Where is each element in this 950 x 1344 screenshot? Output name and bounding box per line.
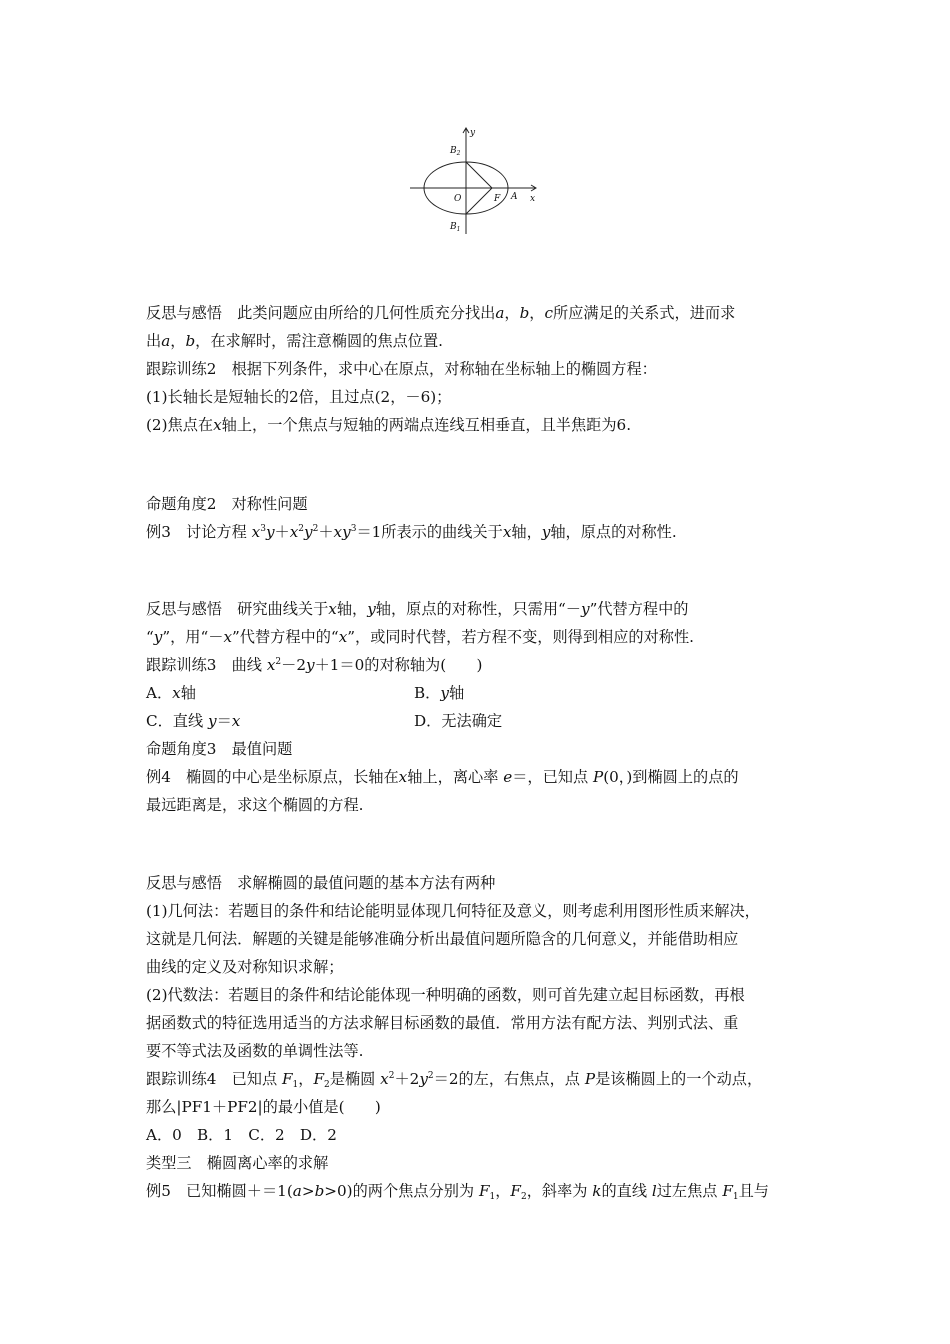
ellipse-figure (408, 124, 544, 236)
example-5-line-1: 例5 已知椭圆＋＝1(a>b>0)的两个焦点分别为 $F_1$，$F_2$，斜率为 k的直线 l过左焦点 $F_1$且与 (146, 1182, 769, 1202)
reflection-3-line-1: (1)几何法：若题目的条件和结论能明显体现几何特征及意义，则考虑利用图形性质来解决， (146, 902, 760, 920)
reflection-3-line-4: (2)代数法：若题目的条件和结论能体现一种明确的函数，则可首先建立起目标函数，再根 (146, 986, 745, 1004)
reflection-1-line-2: 出a，b，在求解时，需注意椭圆的焦点位置. (146, 332, 443, 350)
reflection-3-line-5: 据函数式的特征选用适当的方法求解目标函数的最值．常用方法有配方法、判别式法、重 (146, 1014, 739, 1032)
label-a: A (511, 192, 518, 202)
practice-2-item-2: (2)焦点在x轴上，一个焦点与短轴的两端点连线互相垂直，且半焦距为6. (146, 416, 632, 434)
angle-3-heading: 命题角度3 最值问题 (146, 740, 293, 758)
label-f: F (494, 194, 501, 204)
reflection-3-line-3: 曲线的定义及对称知识求解； (146, 958, 344, 976)
practice-3-option-d: D．无法确定 (414, 712, 503, 730)
practice-4-line-2: 那么|PF1＋PF2|的最小值是( ) (146, 1098, 381, 1116)
example-3: 例3 讨论方程 $x^3y+x^2y^2+xy^3=1$所表示的曲线关于x轴，y轴，原点的对称性. (146, 523, 677, 541)
reflection-2-line-1: 反思与感悟 研究曲线关于x轴，y轴，原点的对称性，只需用“－y”代替方程中的 (146, 600, 689, 618)
practice-3-option-b: B．y轴 (414, 684, 465, 702)
label-o: O (454, 194, 462, 204)
practice-2-item-1: (1)长轴长是短轴长的2倍，且过点(2，－6)； (146, 388, 452, 406)
practice-2-title: 跟踪训练2 根据下列条件，求中心在原点，对称轴在坐标轴上的椭圆方程： (146, 360, 657, 378)
example-4-line-1: 例4 椭圆的中心是坐标原点，长轴在x轴上，离心率 e＝，已知点 P(0，)到椭圆上的点的 (146, 768, 739, 786)
reflection-3-line-2: 这就是几何法．解题的关键是能够准确分析出最值问题所隐含的几何意义，并能借助相应 (146, 930, 739, 948)
reflection-3-title: 反思与感悟 求解椭圆的最值问题的基本方法有两种 (146, 874, 496, 892)
reflection-3-line-6: 要不等式法及函数的单调性法等. (146, 1042, 364, 1060)
practice-3-question: 跟踪训练3 曲线 $x^2-2y+1=0$的对称轴为( ) (146, 656, 483, 674)
reflection-1-line-1: 反思与感悟 此类问题应由所给的几何性质充分找出a，b，c所应满足的关系式，进而求 (146, 304, 736, 322)
label-b2: $B_2$ (450, 146, 461, 157)
type-3-heading: 类型三 椭圆离心率的求解 (146, 1154, 329, 1172)
example-4-line-2: 最远距离是，求这个椭圆的方程. (146, 796, 364, 814)
angle-2-heading: 命题角度2 对称性问题 (146, 495, 308, 513)
label-x: x (530, 194, 536, 204)
practice-3-option-c: C．直线 y＝x (146, 712, 241, 730)
label-b1: $B_1$ (450, 222, 461, 233)
reflection-2-line-2: “y”，用“－x”代替方程中的“x”，或同时代替，若方程不变，则得到相应的对称性. (146, 628, 694, 646)
practice-3-option-a: A．x轴 (146, 684, 196, 702)
practice-4-options: A．0 B．1 C．2 D．2 (146, 1126, 337, 1144)
label-y: y (470, 128, 476, 138)
practice-4-line-1: 跟踪训练4 已知点 $F_1$，$F_2$是椭圆 $x^2+2y^2=2$的左，右焦点，点 P是该椭圆上的一个动点， (146, 1070, 763, 1090)
